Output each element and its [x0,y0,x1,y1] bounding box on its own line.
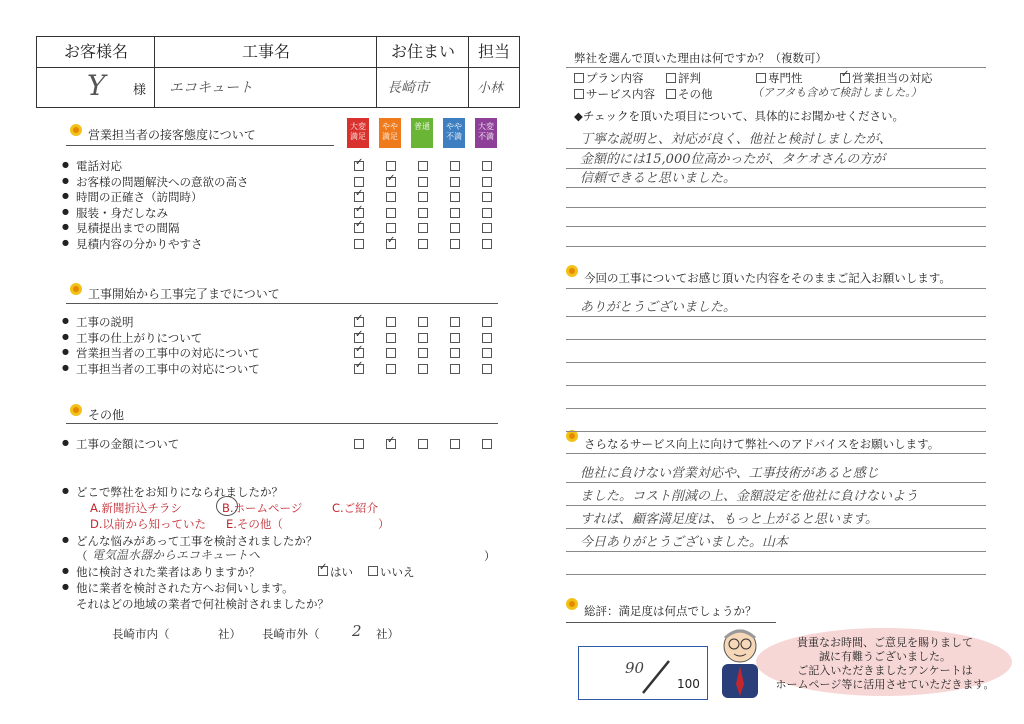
rating-checkbox[interactable] [418,192,428,202]
rating-checkbox[interactable] [386,439,396,449]
option-d: D.以前から知っていた [90,517,207,531]
customer-suffix: 様 [133,83,147,98]
rating-badge: 大変 不満 [475,118,497,148]
survey-item: ● 電話対応 [76,158,122,174]
reason-checkbox[interactable] [666,89,676,99]
question-know: ● どこで弊社をお知りになられましたか？ [76,484,283,500]
rating-checkbox[interactable] [482,348,492,358]
rating-checkbox[interactable] [482,208,492,218]
rating-checkbox[interactable] [450,223,460,233]
rating-checkbox[interactable] [354,348,364,358]
thanks-line: 誠に有難うございました。 [819,650,951,663]
rating-checkbox[interactable] [482,239,492,249]
customer-value: Y [87,69,106,102]
rating-checkbox[interactable] [386,223,396,233]
rating-checkbox[interactable] [386,317,396,327]
option-a: A.新聞折込チラシ [90,501,182,515]
flower-icon [70,404,82,416]
writing-line [566,207,986,208]
reason-option: 営業担当の対応 [852,71,933,85]
rating-checkbox[interactable] [450,364,460,374]
score-max: 100 [677,677,700,691]
rating-checkbox[interactable] [418,161,428,171]
writing-line [566,482,986,483]
survey-item: ● 工事担当者の工事中の対応について [76,361,260,377]
rating-checkbox[interactable] [482,223,492,233]
rating-checkbox[interactable] [482,177,492,187]
advice-rule [566,453,986,454]
work-label: 工事名 [241,42,290,61]
flower-icon [70,124,82,136]
yes-label: はい [330,565,353,579]
rating-checkbox[interactable] [418,177,428,187]
rating-checkbox[interactable] [386,348,396,358]
reason-option: その他 [678,87,713,101]
rating-checkbox[interactable] [450,348,460,358]
reason-option: 評判 [678,71,701,85]
staff-label: 担当 [477,42,510,61]
handwritten-line: ました。コスト削減の上、金額設定を他社に負けないよう [580,489,919,504]
rating-checkbox[interactable] [482,192,492,202]
rating-checkbox[interactable] [482,364,492,374]
rating-checkbox[interactable] [354,333,364,343]
yes-checkbox[interactable] [318,566,328,576]
rating-checkbox[interactable] [354,364,364,374]
handwritten-line: 金額的には15,000位高かったが、タケオさんの方が [580,151,886,167]
staff-value: 小林 [477,81,504,96]
outside-label: 長崎市外（ [262,627,320,641]
writing-line [566,408,986,409]
rating-badge: 普通 [411,118,433,148]
rating-checkbox[interactable] [386,161,396,171]
rating-checkbox[interactable] [354,317,364,327]
reason-option: サービス内容 [586,87,655,101]
worry-answer: 電気温水器からエコキュートへ [92,548,261,562]
outside-value: 2 [352,622,362,640]
writing-line [566,187,986,188]
reason-checkbox[interactable] [840,73,850,83]
customer-label: お客様名 [63,42,128,61]
writing-line [566,385,986,386]
work-value: エコキュート [169,80,253,96]
rating-checkbox[interactable] [482,439,492,449]
section1-rule [66,145,334,146]
rating-checkbox[interactable] [386,364,396,374]
no-checkbox[interactable] [368,566,378,576]
score-box [578,646,708,700]
flower-icon [566,598,578,610]
thanks-line: ホームページ等に活用させていただきます。 [775,678,995,691]
rating-checkbox[interactable] [418,223,428,233]
writing-line [566,362,986,363]
rating-checkbox[interactable] [418,348,428,358]
handwritten-line: 信頼できると思いました。 [580,171,737,186]
rating-checkbox[interactable] [386,333,396,343]
flower-icon [70,283,82,295]
rating-checkbox[interactable] [418,239,428,249]
rating-badge: やや 満足 [379,118,401,148]
rating-checkbox[interactable] [450,161,460,171]
advice-title: さらなるサービス向上に向けて弊社へのアドバイスをお願いします。 [584,437,940,451]
rating-checkbox[interactable] [386,239,396,249]
rating-checkbox[interactable] [450,333,460,343]
survey-item: ● 服装・身だしなみ [76,205,168,221]
survey-item: ● 工事の金額について [76,436,179,452]
writing-line [566,431,986,432]
inside-unit: 社） [218,627,241,641]
section2-rule [66,303,498,304]
reason-question: 弊社を選んで頂いた理由は何ですか？（複数可） [574,51,827,65]
option-e: E.その他（ [226,517,283,531]
impression-title: 今回の工事についてお感じ頂いた内容をそのままご記入お願いします。 [584,271,951,285]
address-value: 長崎市 [387,80,429,96]
section3-title: その他 [88,408,125,422]
reason-other-answer: （アフタも含めて検討しました。） [752,86,922,99]
slash-icon [637,655,677,695]
rating-checkbox[interactable] [354,439,364,449]
writing-line [566,551,986,552]
rating-checkbox[interactable] [354,208,364,218]
rating-checkbox[interactable] [354,239,364,249]
survey-item: ● 工事の仕上がりについて [76,330,202,346]
option-e-close: ） [378,517,390,531]
option-b: B.ホームページ [222,501,303,515]
rating-checkbox[interactable] [450,208,460,218]
rating-checkbox[interactable] [482,317,492,327]
writing-line [566,339,986,340]
writing-line [566,574,986,575]
question-other: ● 他に検討された業者はありますか？ [76,564,260,580]
rating-checkbox[interactable] [354,161,364,171]
section2-title: 工事開始から工事完了までについて [88,287,280,301]
rating-checkbox[interactable] [482,161,492,171]
handwritten-line: 今日ありがとうございました。山本 [580,535,789,550]
rating-checkbox[interactable] [418,333,428,343]
reason-checkbox[interactable] [756,73,766,83]
survey-item: ● 営業担当者の工事中の対応について [76,345,260,361]
score-value: 90 [625,659,645,677]
circle-mark [216,496,238,516]
rating-badge: やや 不満 [443,118,465,148]
question-worry: ● どんな悩みがあって工事を検討されましたか？ [76,533,317,549]
rating-checkbox[interactable] [354,177,364,187]
rating-checkbox[interactable] [450,439,460,449]
rating-checkbox[interactable] [386,177,396,187]
header-table [36,36,520,108]
writing-line [566,505,986,506]
rating-checkbox[interactable] [450,239,460,249]
flower-icon [566,265,578,277]
no-label: いいえ [380,565,415,579]
reason-option: 専門性 [768,71,803,85]
survey-item: ● 見積提出までの間隔 [76,220,180,236]
thanks-line: ご記入いただきましたアンケートは [797,664,973,677]
address-label: お住まい [390,42,455,61]
writing-line [566,316,986,317]
reason-checkbox[interactable] [574,89,584,99]
rating-badge: 大変 満足 [347,118,369,148]
rating-checkbox[interactable] [418,208,428,218]
rating-checkbox[interactable] [418,364,428,374]
section3-rule [66,423,498,424]
section1-title: 営業担当者の接客態度について [88,128,256,142]
impression-rule [566,288,986,289]
rating-checkbox[interactable] [386,208,396,218]
handwritten-line: 丁寧な説明と、対応が良く、他社と検討しましたが、 [580,132,892,147]
rating-checkbox[interactable] [386,192,396,202]
worry-close: ） [484,549,496,563]
reason-detail-prompt: ◆チェックを頂いた項目について、具体的にお聞かせください。 [574,109,905,123]
handwritten-line: すれば、顧客満足度は、もっと上がると思います。 [580,512,878,527]
score-title: 総評：満足度は何点でしょうか？ [584,604,757,618]
rating-checkbox[interactable] [482,333,492,343]
reason-option: プラン内容 [586,71,644,85]
handwritten-line: 他社に負けない営業対応や、工事技術があると感じ [580,466,879,481]
score-rule [566,622,776,623]
rating-checkbox[interactable] [450,177,460,187]
rating-checkbox[interactable] [354,223,364,233]
thanks-line: 貴重なお時間、ご意見を賜りまして [797,636,973,649]
writing-line [566,246,986,247]
worry-open: （ [76,549,88,563]
inside-label: 長崎市内（ [112,627,170,641]
survey-item: ● 見積内容の分かりやすさ [76,236,203,252]
option-c: C.ご紹介 [332,501,379,515]
question-where-2: それはどの地域の業者で何社検討されましたか？ [76,597,329,611]
rating-checkbox[interactable] [450,317,460,327]
reason-checkbox[interactable] [574,73,584,83]
outside-unit: 社） [376,627,399,641]
survey-item: ● 工事の説明 [76,314,134,330]
rating-checkbox[interactable] [450,192,460,202]
question-where: ● 他に業者を検討された方へお伺いします。 [76,580,294,596]
writing-line [566,226,986,227]
rating-checkbox[interactable] [354,192,364,202]
survey-item: ● 時間の正確さ（訪問時） [76,189,203,205]
reason-rule [566,67,986,68]
writing-line [566,528,986,529]
survey-item: ● お客様の問題解決への意欲の高さ [76,174,249,190]
reason-checkbox[interactable] [666,73,676,83]
rating-checkbox[interactable] [418,439,428,449]
rating-checkbox[interactable] [418,317,428,327]
handwritten-line: ありがとうございました。 [580,300,737,315]
